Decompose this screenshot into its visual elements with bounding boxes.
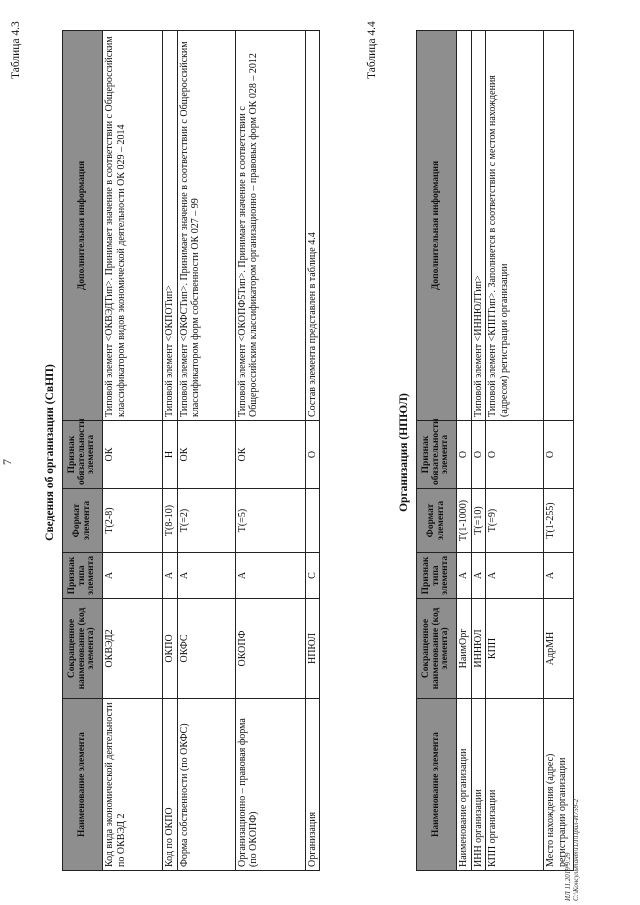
t1-header-type: Признак типа элемента (63, 553, 103, 599)
table-row (457, 31, 472, 871)
table-4-3 (62, 30, 320, 871)
cell: T(=10) (471, 489, 486, 553)
cell: T(8-10) (163, 489, 178, 553)
cell: НПЮЛ (305, 599, 320, 699)
cell: Состав элемента представлен в таблице 4.4 (305, 31, 320, 421)
t2-header-type: Признак типа элемента (417, 553, 457, 599)
cell: О (457, 421, 472, 489)
cell: А (544, 553, 574, 599)
table-row (163, 31, 178, 871)
cell: АдрМН (544, 599, 574, 699)
cell (544, 31, 574, 421)
table-4-4 (416, 30, 574, 871)
t2-header-format: Формат элемента (417, 489, 457, 553)
cell: ОКФС (177, 599, 235, 699)
t2-header-required: Признак обязательности элемента (417, 421, 457, 489)
cell: А (235, 553, 305, 599)
cell: О (486, 421, 544, 489)
cell: А (103, 553, 163, 599)
cell: Организационно – правовая форма (по ОКОПФ) (235, 699, 305, 871)
cell: Форма собственности (по ОКФС) (177, 699, 235, 871)
table-row (103, 31, 163, 871)
table-4-4-title: Организация (НПЮЛ) (398, 393, 410, 512)
cell: Код по ОКПО (163, 699, 178, 871)
cell: А (163, 553, 178, 599)
t1-header-info: Дополнительная информация (63, 31, 103, 421)
cell: Типовой элемент <ОКПОТип> (163, 31, 178, 421)
table-4-4-caption: Таблица 4.4 (366, 21, 378, 79)
t2-header-name: Наименование элемента (417, 699, 457, 871)
cell: О (471, 421, 486, 489)
cell: Код вида экономической деятельности по ОКВЭД 2 (103, 699, 163, 871)
cell: ОК (177, 421, 235, 489)
table-row (177, 31, 235, 871)
cell: ИННЮЛ (471, 599, 486, 699)
cell (305, 489, 320, 553)
cell: Н (163, 421, 178, 489)
t1-header-code: Сокращенное наименование (код элемента) (63, 599, 103, 699)
cell (457, 31, 472, 421)
t1-header-name: Наименование элемента (63, 699, 103, 871)
cell: Наименование организации (457, 699, 472, 871)
cell: T(2-8) (103, 489, 163, 553)
cell: ОКВЭД2 (103, 599, 163, 699)
table-row (486, 31, 544, 871)
cell: ИНН организации (471, 699, 486, 871)
table-4-3-title: Сведения об организации (СвНП) (44, 364, 56, 541)
cell: А (471, 553, 486, 599)
table-row (471, 31, 486, 871)
cell: А (457, 553, 472, 599)
t1-header-format: Формат элемента (63, 489, 103, 553)
cell: T(=2) (177, 489, 235, 553)
t2-header-info: Дополнительная информация (417, 31, 457, 421)
cell: А (486, 553, 544, 599)
cell: Типовой элемент <КППТип>. Заполняется в соответствии с местом нахождения (адресом) регистрации организации (486, 31, 544, 421)
table-row (544, 31, 574, 871)
cell: С (305, 553, 320, 599)
cell: НаимОрг (457, 599, 472, 699)
table-4-3-caption: Таблица 4.3 (10, 21, 22, 79)
cell: Место нахождения (адрес) регистрации организации (544, 699, 574, 871)
cell: Типовой элемент <ОКФСТип>. Принимает значение в соответствии с Общероссийским классификатором форм собственности ОК 027 – 99 (177, 31, 235, 421)
cell: ОКОПФ (235, 599, 305, 699)
cell: T(1-1000) (457, 489, 472, 553)
cell: Организация (305, 699, 320, 871)
cell: КПП организации (486, 699, 544, 871)
footer-line: ИЛ 11.2019 9:29 (564, 852, 572, 901)
t1-header-required: Признак обязательности элемента (63, 421, 103, 489)
cell: ОК (235, 421, 305, 489)
table-row (305, 31, 320, 871)
cell: КПП (486, 599, 544, 699)
cell: Типовой элемент <ОКОПФ5Тип>. Принимает значение в соответствии с Общероссийским классификатором организационно – правовых форм ОК 028 – 2012 (235, 31, 305, 421)
cell: Типовой элемент <ИННЮЛТип> (471, 31, 486, 421)
footer-filepath (564, 799, 580, 901)
cell: ОК (103, 421, 163, 489)
t2-header-code: Сокращенное наименование (код элемента) (417, 599, 457, 699)
cell: ОКПО (163, 599, 178, 699)
cell: Типовой элемент <ОКВЭДТип>. Принимает значение в соответствии с Общероссийским классификатором видов экономической деятельности ОК 029 – 2014 (103, 31, 163, 421)
cell: T(=5) (235, 489, 305, 553)
footer-line: С:\Консультант\ПЛ\Прил-И759-2 (572, 798, 581, 901)
cell: А (177, 553, 235, 599)
page-number: 7 (0, 459, 14, 465)
cell: О (544, 421, 574, 489)
cell: T(1-255) (544, 489, 574, 553)
cell: О (305, 421, 320, 489)
table-row (235, 31, 305, 871)
cell: T(=9) (486, 489, 544, 553)
